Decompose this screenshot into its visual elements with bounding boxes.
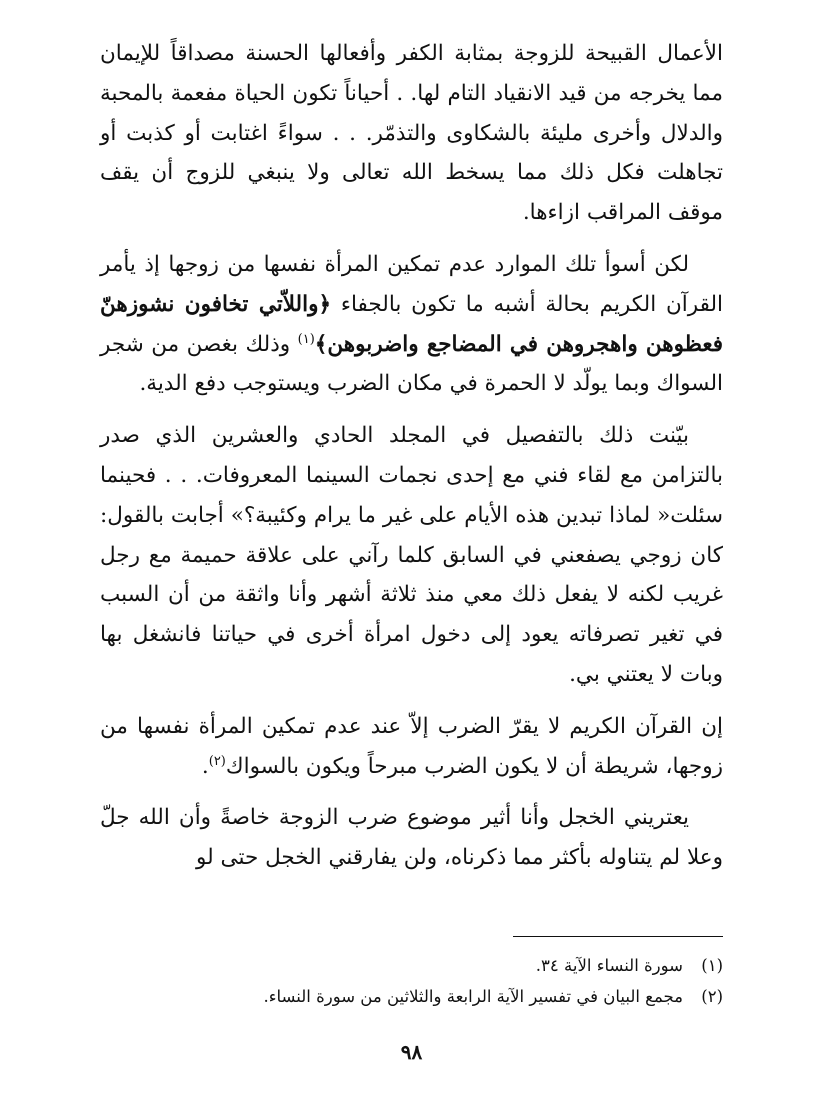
footnote-divider (513, 936, 723, 937)
paragraph-2-text-start: لكن أسوأ تلك الموارد عدم تمكين المرأة نفسها من زوجها إذ يأمر القرآن الكريم بحالة أشبه ما تكون بالجفاء (100, 251, 724, 317)
paragraph-4 (100, 707, 723, 787)
paragraph-2-text-end: وذلك بغصن من شجر السواك وبما يولّد لا الحمرة في مكان الضرب ويستوجب دفع الدية. (100, 331, 723, 397)
footnote-1 (100, 950, 723, 981)
footnote-number: (٢) (701, 987, 723, 1006)
footnotes (100, 950, 723, 1012)
footnote-text: مجمع البيان في تفسير الآية الرابعة والثلاثين من سورة النساء. (263, 987, 683, 1006)
paragraph-4-text: إن القرآن الكريم لا يقرّ الضرب إلاّ عند عدم تمكين المرأة نفسها من زوجها، شريطة أن لا يكون الضرب مبرحاً ويكون بالسواك (100, 713, 723, 779)
footnote-ref-1[interactable]: (١) (297, 331, 315, 347)
footnote-text: سورة النساء الآية ٣٤. (535, 956, 683, 975)
quran-verse: ﴿واللاّتي تخافون نشوزهنّ فعظوهن واهجروهن في المضاجع واضربوهن﴾ (100, 291, 723, 357)
paragraph-1: الأعمال القبيحة للزوجة بمثابة الكفر وأفعالها الحسنة مصداقاً للإيمان مما يخرجه من قيد الانقياد التام لها. . أحياناً تكون الحياة مفعمة بالمحبة والدلال وأخرى مليئة بالشكاوى والتذمّر. . . سواءً اغتابت أو كذبت أو تجاهلت فكل ذلك مما يسخط الله تعالى ولا ينبغي للزوج أن يقف موقف المراقب ازاءها. (100, 41, 723, 226)
footnote-ref-2[interactable]: (٢) (208, 753, 226, 769)
page-number: ٩٨ (400, 1040, 423, 1064)
paragraph-3: بيّنت ذلك بالتفصيل في المجلد الحادي والعشرين الذي صدر بالتزامن مع لقاء فني مع إحدى نجمات السينما المعروفات. . . فحينما سئلت« لماذا تبدين هذه الأيام على غير ما يرام وكئيبة؟» أجابت بالقول: كان زوجي يصفعني في السابق كلما رآني على علاقة حميمة مع رجل غريب لكنه لا يفعل ذلك معي منذ ثلاثة أشهر وأنا واثقة من أن السبب في تغير تصرفاته يعود إلى دخول امرأة أخرى في حياتنا فانشغل بها وبات لا يعتني بي. (100, 423, 723, 687)
paragraph-4-end: . (201, 753, 209, 779)
footnote-2 (100, 981, 723, 1012)
paragraph-2 (100, 245, 723, 404)
main-text (100, 34, 723, 890)
footnote-number: (١) (701, 956, 723, 975)
paragraph-5: يعتريني الخجل وأنا أثير موضوع ضرب الزوجة خاصةً وأن الله جلّ وعلا لم يتناوله بأكثر مما ذكرناه، ولن يفارقني الخجل حتى لو (100, 805, 723, 871)
